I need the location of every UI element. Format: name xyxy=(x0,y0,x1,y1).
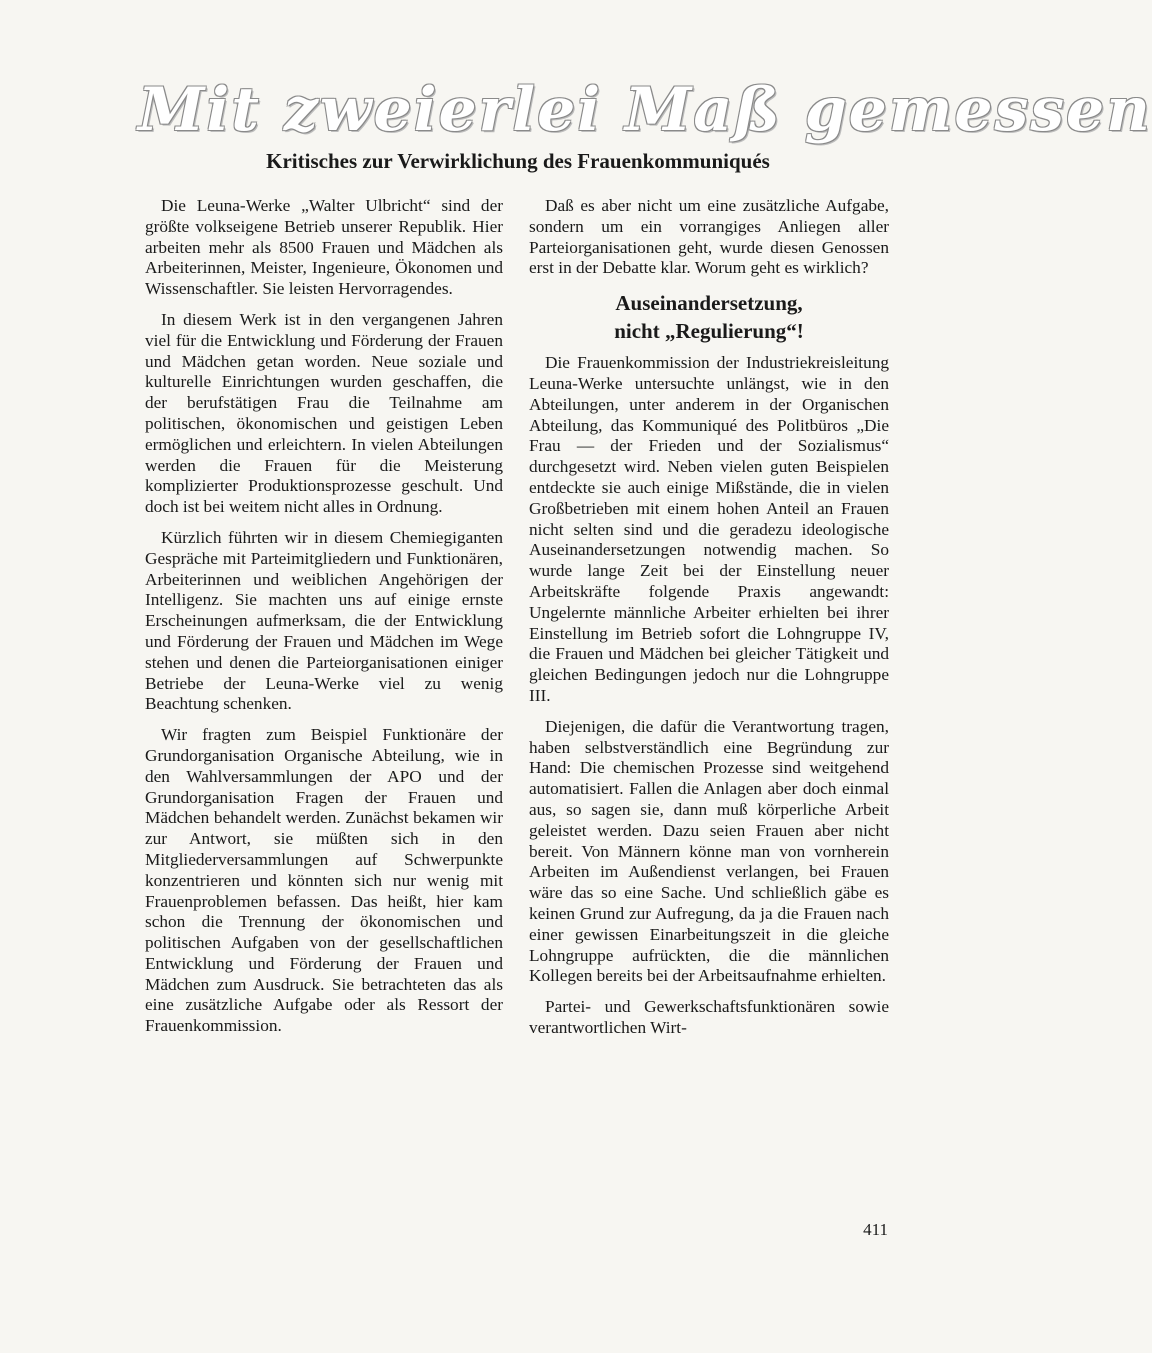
page-number: 411 xyxy=(863,1220,888,1239)
paragraph: Kürzlich führten wir in diesem Chemiegiganten Gespräche mit Parteimitgliedern und Funktionären, Arbeiterinnen und weiblichen Angehörigen der Intelligenz. Sie machten uns auf einige ernste Erscheinungen aufmerksam, die der Entwicklung und Förderung der Frauen und Mädchen im Wege stehen und denen die Parteiorganisationen einiger Betriebe der Leuna-Werke viel zu wenig Beachtung schenken. xyxy=(145,527,503,714)
right-column xyxy=(529,196,889,1049)
paragraph: Daß es aber nicht um eine zusätzliche Aufgabe, sondern um ein vorrangiges Anliegen aller Parteiorganisationen geht, wurde diesen Genossen erst in der Debatte klar. Worum geht es wirklich? xyxy=(529,196,889,278)
section-heading-line: nicht „Regulierung“! xyxy=(614,319,804,344)
section-heading xyxy=(529,289,889,345)
paragraph: Diejenigen, die dafür die Verantwortung tragen, haben selbstverständlich eine Begründung zur Hand: Die chemischen Prozesse sind weitgehend automatisiert. Fallen die Anlagen aber doch einmal aus, so sagen sie, dann muß körperliche Arbeit geleistet werden. Dazu seien Frauen aber nicht bereit. Von Männern könne man von vornherein Arbeiten im Außendienst verlangen, bei Frauen wäre das so eine Sache. Und schließlich gäbe es keinen Grund zur Aufregung, da ja die Frauen nach einer gewissen Einarbeitungszeit in die gleiche Lohngruppe aufrückten, die die männlichen Kollegen bereits bei der Arbeitsaufnahme erhielten. xyxy=(529,716,889,986)
paragraph: In diesem Werk ist in den vergangenen Jahren viel für die Entwicklung und Förderung der Frauen und Mädchen getan worden. Neue soziale und kulturelle Einrichtungen wurden geschaffen, die der berufstätigen Frau die Teilnahme am politischen, ökonomischen und geistigen Leben ermöglichen und erleichtern. In vielen Abteilungen werden die Frauen für die Meisterung komplizierter Produktionsprozesse geschult. Und doch ist bei weitem nicht alles in Ordnung. xyxy=(145,309,503,517)
paragraph: Partei- und Gewerkschaftsfunktionären sowie verantwortlichen Wirt- xyxy=(529,997,889,1037)
paragraph: Die Leuna-Werke „Walter Ulbricht“ sind der größte volkseigene Betrieb unserer Republik. Hier arbeiten mehr als 8500 Frauen und Mädchen als Arbeiterinnen, Meister, Ingenieure, Ökonomen und Wissenschaftler. Sie leisten Hervorragendes. xyxy=(145,196,503,299)
left-column xyxy=(145,196,503,1047)
article-subtitle: Kritisches zur Verwirklichung des Frauenkommuniqués xyxy=(266,149,770,173)
paragraph: Die Frauenkommission der Industriekreisleitung Leuna-Werke untersuchte unlängst, wie in den Abteilungen, unter anderem in der Organischen Abteilung, das Kommuniqué des Politbüros „Die Frau — der Frieden und der Sozialismus“ durchgesetzt wird. Neben vielen guten Beispielen entdeckte sie auch einige Mißstände, die in vielen Großbetrieben mit einem hohen Anteil an Frauen nicht selten sind und die geradezu ideologische Auseinandersetzungen notwendig machen. So wurde lange Zeit bei der Einstellung neuer Arbeitskräfte folgende Praxis angewandt: Ungelernte männliche Arbeiter erhielten bei ihrer Einstellung im Betrieb sofort die Lohngruppe IV, die Frauen und Mädchen bei gleicher Tätigkeit und gleichen Bedingungen jedoch nur die Lohngruppe III. xyxy=(529,353,889,705)
page-headline: Mit zweierlei Maß gemessen xyxy=(138,75,1152,145)
paragraph: Wir fragten zum Beispiel Funktionäre der Grundorganisation Organische Abteilung, wie in den Wahlversammlungen der APO und der Grundorganisation Fragen der Frauen und Mädchen behandelt werden. Zunächst bekamen wir zur Antwort, sie müßten sich in den Mitgliederversammlungen auf Schwerpunkte konzentrieren und könnten sich nur wenig mit Frauenproblemen befassen. Das heißt, hier kam schon die Trennung der ökonomischen und politischen Aufgaben von der gesellschaftlichen Entwicklung und Förderung der Frauen und Mädchen zum Ausdruck. Sie betrachteten das als eine zusätzliche Aufgabe oder als Ressort der Frauenkommission. xyxy=(145,725,503,1036)
section-heading-line: Auseinandersetzung, xyxy=(615,291,803,316)
